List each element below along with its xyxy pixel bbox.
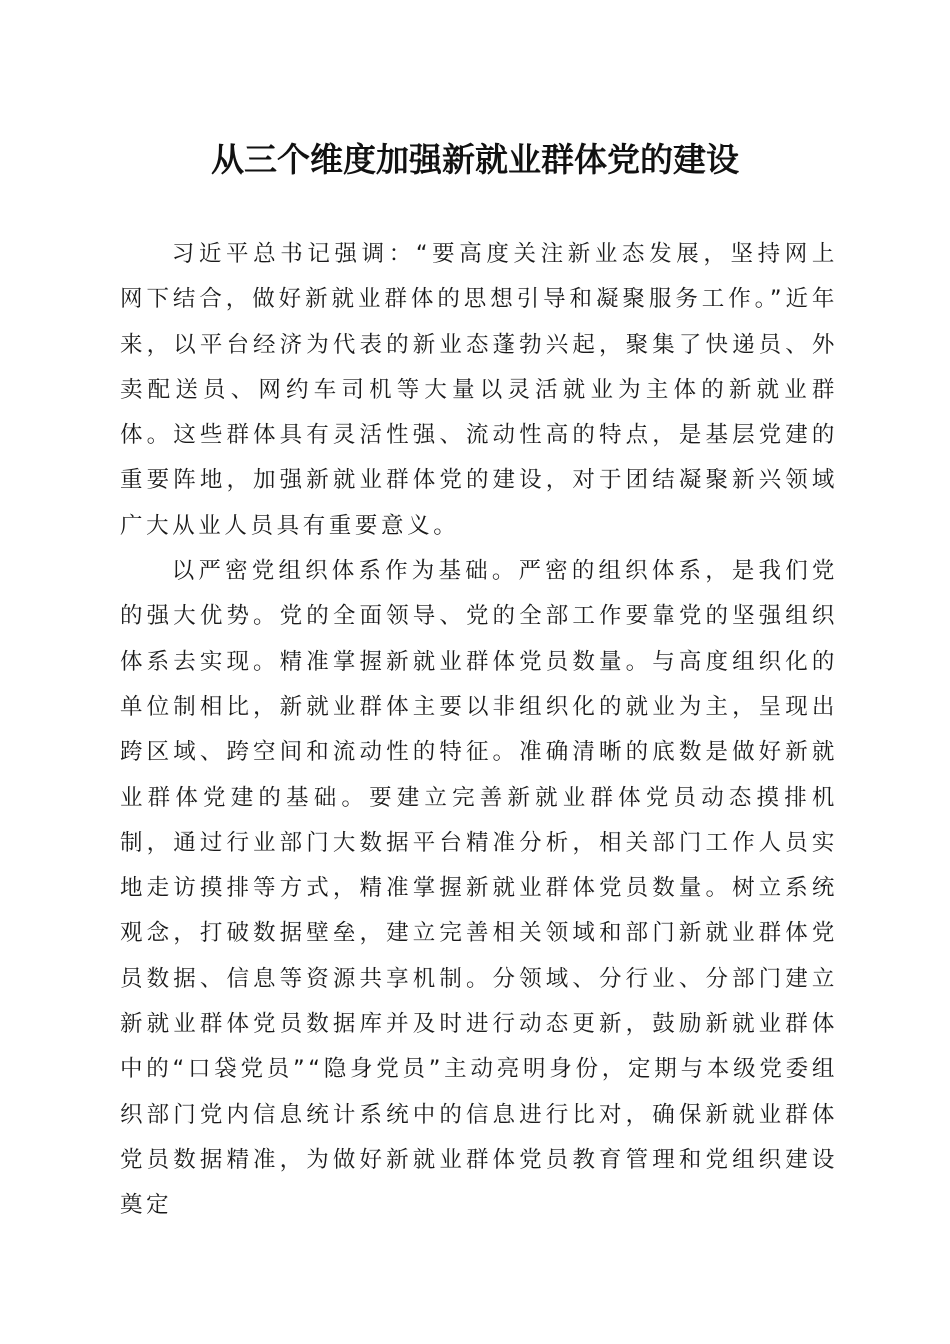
page-title: 从三个维度加强新就业群体党的建设 xyxy=(211,140,739,179)
paragraph-1: 习近平总书记强调：“要高度关注新业态发展，坚持网上网下结合，做好新就业群体的思想引导和凝聚服务工作。”近年来，以平台经济为代表的新业态蓬勃兴起，聚集了快递员、外卖配送员、网约车司机等大量以灵活就业为主体的新就业群体。这些群体具有灵活性强、流动性高的特点，是基层党建的重要阵地，加强新就业群体党的建设，对于团结凝聚新兴领域广大从业人员具有重要意义。 xyxy=(120,241,838,539)
document-body xyxy=(120,232,838,1229)
paragraph-2: 以严密党组织体系作为基础。严密的组织体系，是我们党的强大优势。党的全面领导、党的全部工作要靠党的坚强组织体系去实现。精准掌握新就业群体党员数量。与高度组织化的单位制相比，新就业群体主要以非组织化的就业为主，呈现出跨区域、跨空间和流动性的特征。准确清晰的底数是做好新就业群体党建的基础。要建立完善新就业群体党员动态摸排机制，通过行业部门大数据平台精准分析，相关部门工作人员实地走访摸排等方式，精准掌握新就业群体党员数量。树立系统观念，打破数据壁垒，建立完善相关领域和部门新就业群体党员数据、信息等资源共享机制。分领域、分行业、分部门建立新就业群体党员数据库并及时进行动态更新，鼓励新就业群体中的“口袋党员”“隐身党员”主动亮明身份，定期与本级党委组织部门党内信息统计系统中的信息进行比对，确保新就业群体党员数据精准，为做好新就业群体党员教育管理和党组织建设奠定 xyxy=(120,558,838,1219)
